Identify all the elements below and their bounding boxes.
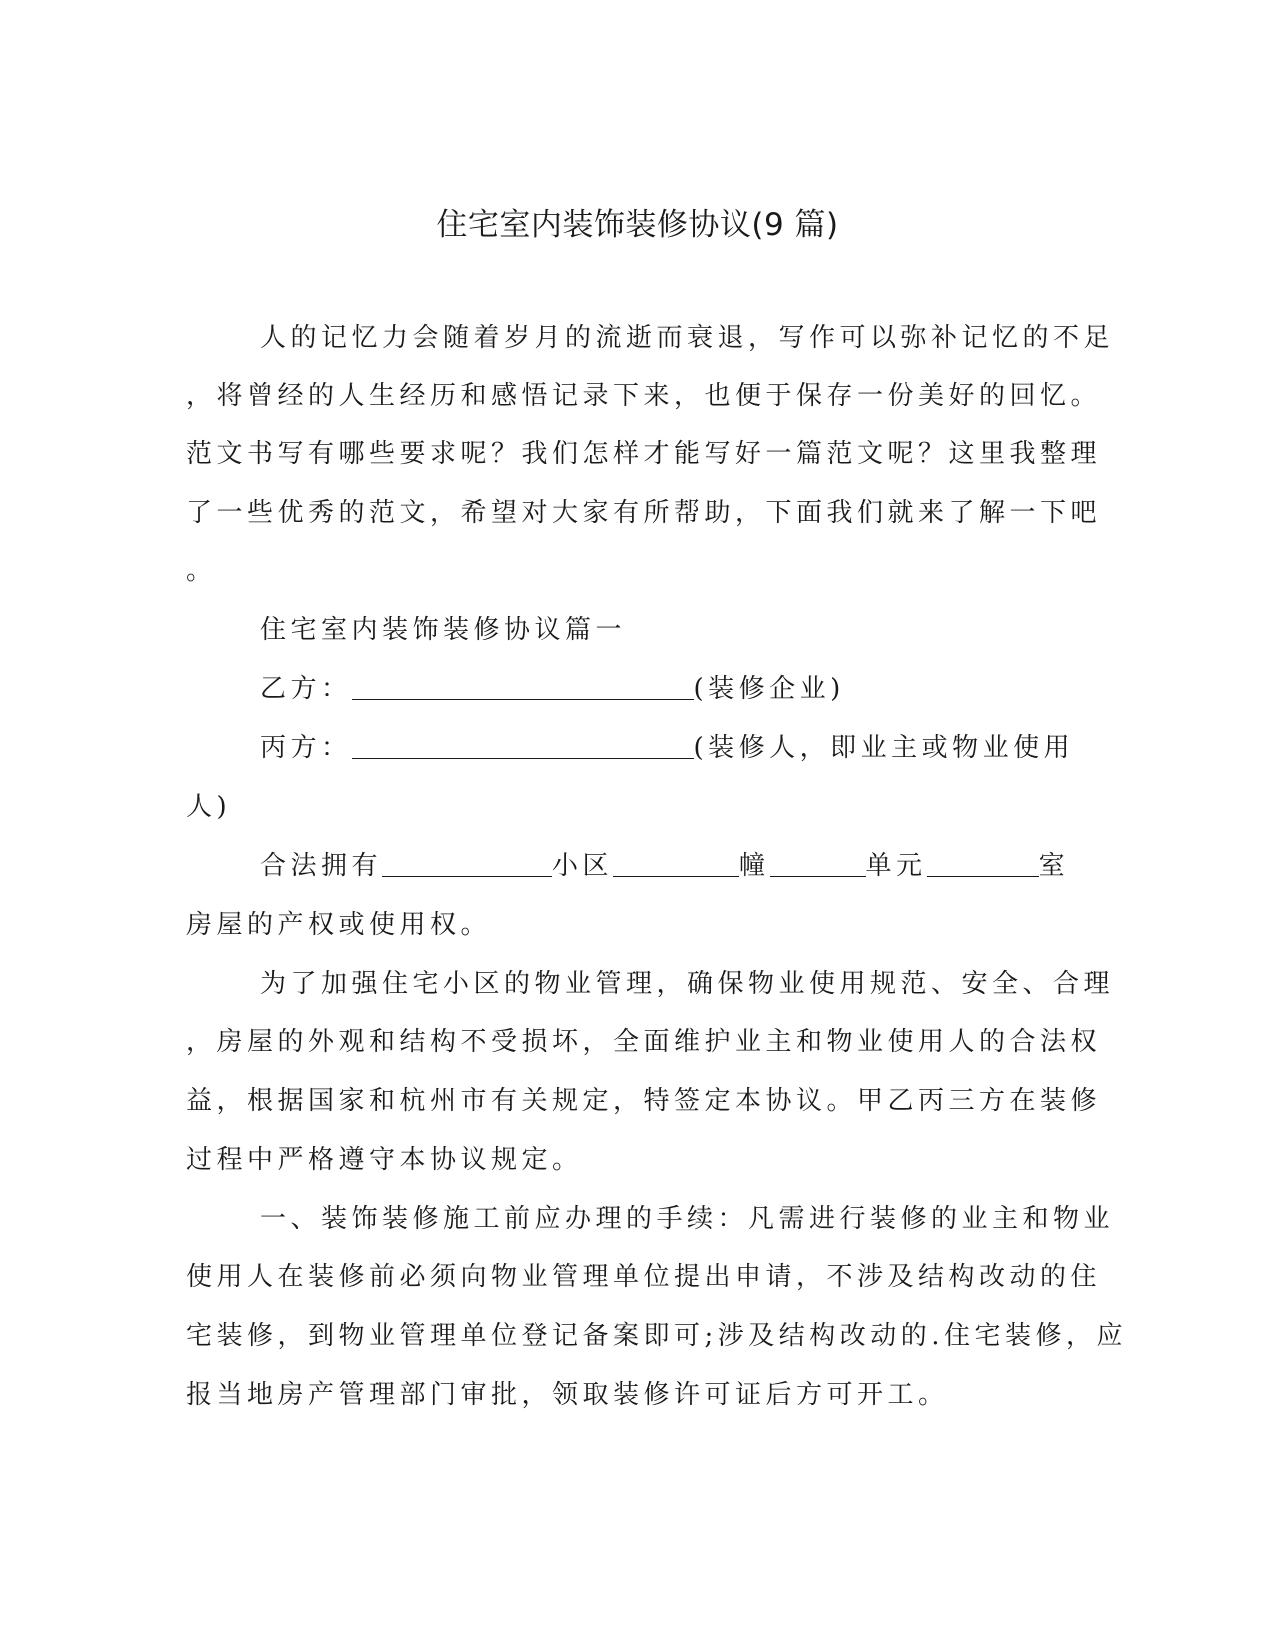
- document-title: 住宅室内装饰装修协议(9 篇): [436, 207, 839, 243]
- purpose-line-3: 益，根据国家和杭州市有关规定，特签定本协议。甲乙丙三方在装修: [186, 1086, 1102, 1116]
- community-label: 小区: [552, 851, 614, 881]
- building-label: 幢: [739, 851, 770, 881]
- party-b-label: 乙方：: [260, 674, 352, 704]
- intro-line-3: 范文书写有哪些要求呢？我们怎样才能写好一篇范文呢？这里我整理: [186, 439, 1102, 469]
- ownership-prefix: 合法拥有: [260, 851, 383, 881]
- intro-line-5: 。: [186, 556, 217, 586]
- ownership-line: [260, 846, 1069, 886]
- party-c-note-continued: 人): [186, 792, 232, 822]
- purpose-line-1: 为了加强住宅小区的物业管理，确保物业使用规范、安全、合理: [260, 969, 1115, 999]
- ownership-line-2: 房屋的产权或使用权。: [186, 910, 492, 940]
- party-b-blank: [352, 673, 694, 700]
- section-heading: 住宅室内装饰装修协议篇一: [260, 615, 627, 645]
- party-c-label: 丙方：: [260, 733, 352, 763]
- clause-1-line-4: 报当地房产管理部门审批，领取装修许可证后方可开工。: [186, 1380, 949, 1410]
- room-label: 室: [1038, 851, 1070, 881]
- intro-line-4: 了一些优秀的范文，希望对大家有所帮助，下面我们就来了解一下吧: [186, 498, 1102, 528]
- clause-1-line-1: 一、装饰装修施工前应办理的手续：凡需进行装修的业主和物业: [260, 1204, 1115, 1234]
- party-c-note: (装修人，即业主或物业使用: [693, 733, 1075, 763]
- unit-blank: [770, 850, 866, 877]
- unit-label: 单元: [865, 851, 927, 881]
- party-c-line: [260, 728, 1074, 768]
- purpose-line-4: 过程中严格遵守本协议规定。: [186, 1145, 583, 1175]
- party-b-line: [260, 669, 845, 709]
- purpose-line-2: ，房屋的外观和结构不受损坏，全面维护业主和物业使用人的合法权: [186, 1027, 1102, 1057]
- party-b-note: (装修企业): [693, 674, 845, 704]
- party-c-blank: [352, 732, 694, 759]
- building-blank: [613, 850, 739, 877]
- room-blank: [927, 850, 1039, 877]
- intro-line-2: ，将曾经的人生经历和感悟记录下来，也便于保存一份美好的回忆。: [186, 381, 1102, 411]
- clause-1-line-2: 使用人在装修前必须向物业管理单位提出申请，不涉及结构改动的住: [186, 1262, 1102, 1292]
- clause-1-line-3: 宅装修，到物业管理单位登记备案即可;涉及结构改动的.住宅装修，应: [186, 1321, 1128, 1351]
- community-blank: [382, 850, 552, 877]
- intro-line-1: 人的记忆力会随着岁月的流逝而衰退，写作可以弥补记忆的不足: [260, 323, 1115, 353]
